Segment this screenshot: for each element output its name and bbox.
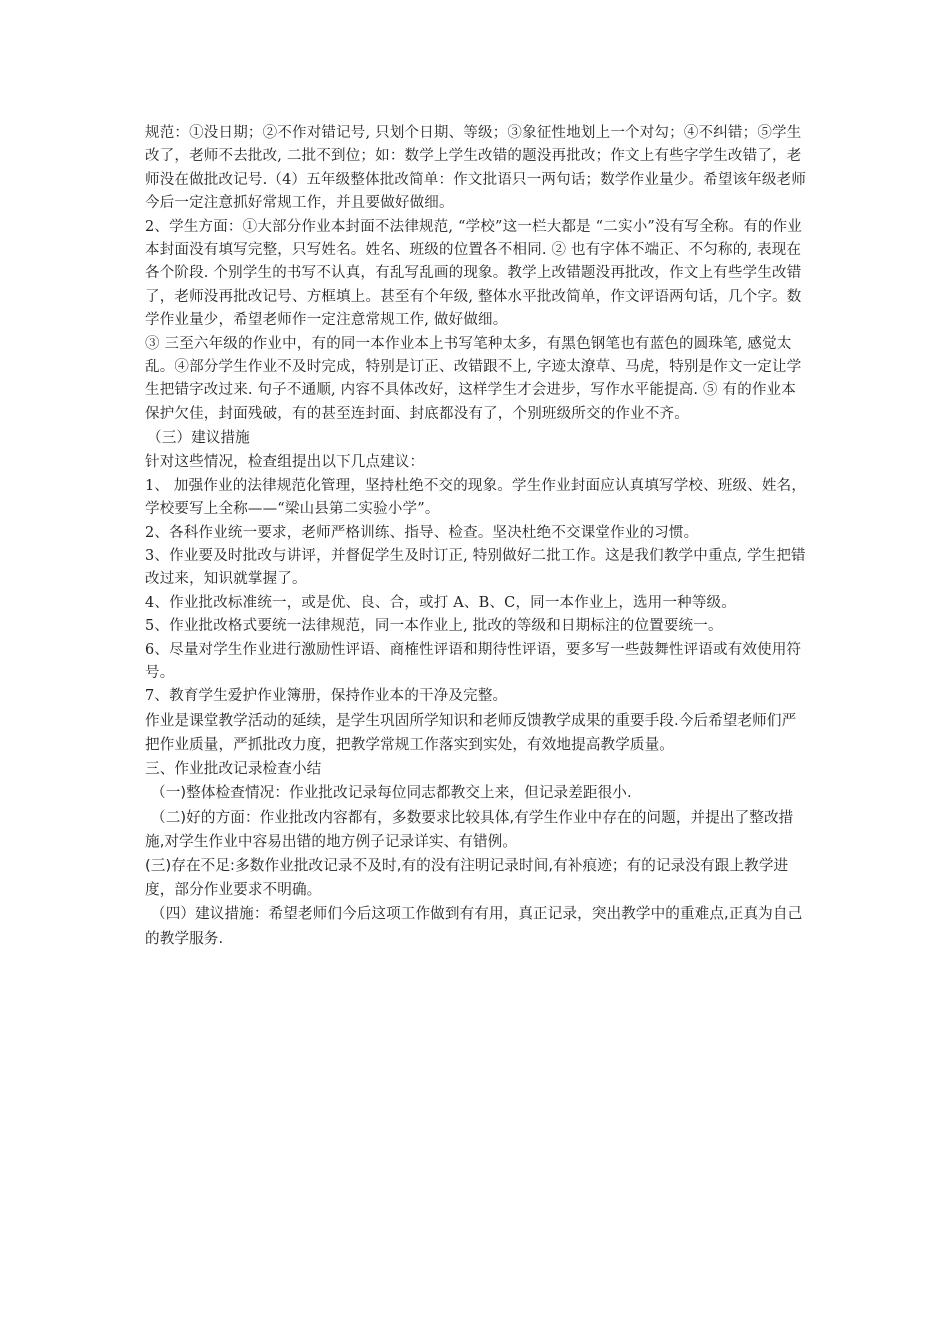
- record-check-strengths: （二)好的方面：作业批改内容都有，多数要求比较具体,有学生作业中存在的问题，并提出了整改措施,对学生作业中容易出错的地方例子记录详实、有错例。: [145, 808, 794, 850]
- suggestion-item-3: 3、作业要及时批改与讲评，并督促学生及时订正, 特别做好二批工作。这是我们教学中重点, 学生把错改过来，知识就掌握了。: [145, 547, 806, 588]
- paragraph-student-issues: 2、学生方面：①大部分作业本封面不法律规范, “学校”这一栏大都是 “二实小”没有写全称。有的作业本封面没有填写完整，只写姓名。姓名、班级的位置各不相同. ② 也有字体不端正、不匀称的, 表现在各个阶段. 个别学生的书写不认真，有乱写乱画的现象。教学上改错题没再批改，作文上有些学生改错了，老师没再批改记号、方框填上。甚至有个年级, 整体水平批改简单，作文评语两句话，几个字。数学作业量少，希望老师作一定注意常规工作, 做好做细。: [145, 218, 803, 329]
- document-body: [145, 122, 810, 951]
- paragraph-homework-summary: 作业是课堂教学活动的延续，是学生巩固所学知识和老师反馈教学成果的重要手段.今后希望老师们严把作业质量，严抓批改力度，把教学常规工作落实到实处，有效地提高教学质量。: [145, 711, 797, 753]
- record-check-suggestions: （四）建议措施：希望老师们今后这项工作做到有有用，真正记录，突出教学中的重难点,正真为自己的教学服务.: [145, 905, 803, 947]
- suggestion-item-5: 5、作业批改格式要统一法律规范，同一本作业上, 批改的等级和日期标注的位置要统一。: [145, 618, 723, 635]
- suggestion-item-7: 7、教育学生爱护作业簿册，保持作业本的干净及完整。: [145, 688, 508, 705]
- paragraph-suggestions-intro: 针对这些情况，检查组提出以下几点建议：: [145, 453, 425, 471]
- suggestion-item-2: 2、各科作业统一要求，老师严格训练、指导、检查。坚决杜绝不交课堂作业的习惯。: [145, 524, 699, 541]
- section-heading-record-check: 三、作业批改记录检查小结: [145, 760, 322, 778]
- suggestion-item-6: 6、尽量对学生作业进行激励性评语、商榷性评语和期待性评语，要多写一些鼓舞性评语或有效使用符号。: [145, 641, 802, 681]
- suggestion-item-4: 4、作业批改标准统一，或是优、良、合，或打 A、B、C，同一本作业上，选用一种等级。: [145, 594, 736, 611]
- paragraph-student-issues-cont: ③ 三至六年级的作业中，有的同一本作业本上书写笔种太多，有黑色钢笔也有蓝色的圆珠笔, 感觉太乱。④部分学生作业不及时完成，特别是订正、改错跟不上, 字迹太潦草、马虎，特别是作文一定让学生把错字改过来. 句子不通顺, 内容不具体改好，这样学生才会进步，写作水平能提高. ⑤ 有的作业本保护欠佳，封面残破，有的甚至连封面、封底都没有了，个别班级所交的作业不齐。: [145, 335, 802, 422]
- suggestion-item-1: 1、 加强作业的法律规范化管理，坚持杜绝不交的现象。学生作业封面应认真填写学校、班级、姓名，学校要写上全称——“梁山县第二实验小学”。: [145, 477, 807, 518]
- section-heading-suggestions: （三）建议措施: [147, 429, 250, 447]
- paragraph-teacher-issues: 规范：①没日期；②不作对错记号, 只划个日期、等级；③象征性地划上一个对勾；④不纠错；⑤学生改了，老师不去批改, 二批不到位；如：数学上学生改错的题没再批改；作文上有些字学生改错了，老师没在做批改记号.（4）五年级整体批改简单：作文批语只一两句话；数学作业量少。希望该年级老师今后一定注意抓好常规工作，并且要做好做细。: [145, 125, 807, 212]
- record-check-overall: （一)整体检查情况：作业批改记录每位同志都教交上来，但记录差距很小.: [151, 784, 632, 802]
- record-check-shortcomings: (三)存在不足:多数作业批改记录不及时,有的没有注明记录时间,有补痕迹；有的记录没有跟上教学进度，部分作业要求不明确。: [145, 856, 789, 899]
